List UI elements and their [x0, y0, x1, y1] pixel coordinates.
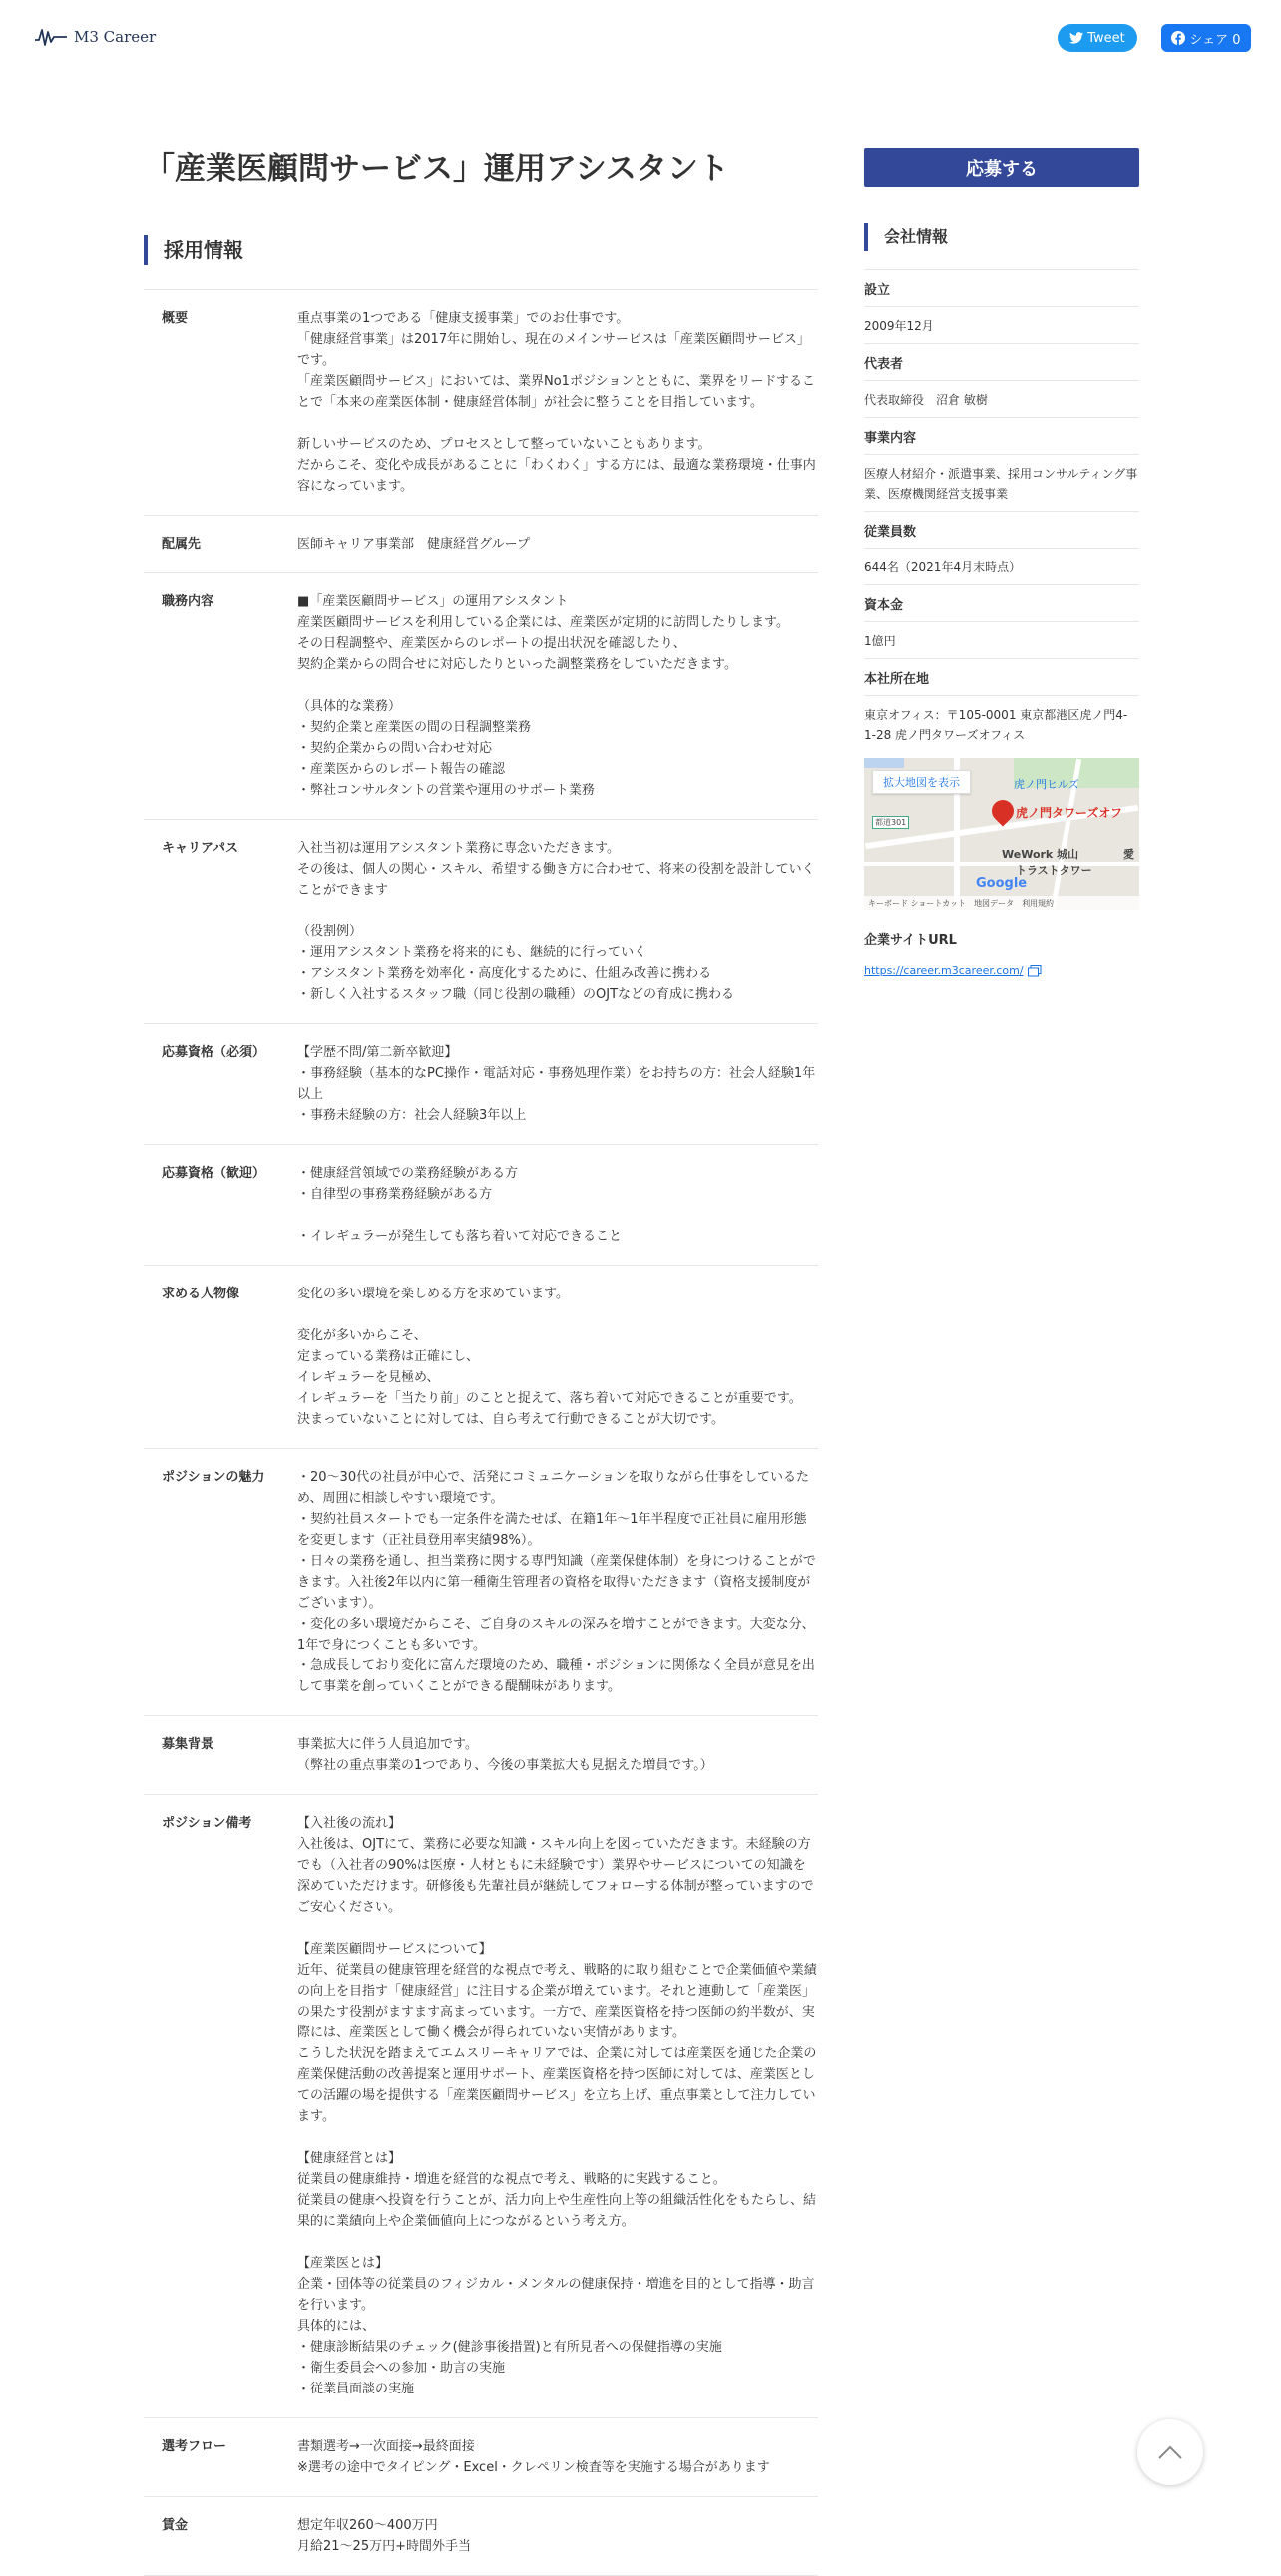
company-info-item — [864, 585, 1139, 659]
table-row — [144, 820, 818, 1024]
row-body: 想定年収260〜400万円 月給21〜25万円+時間外手当 — [297, 2518, 471, 2554]
map-pin-label: 虎ノ門タワーズオフ — [1016, 806, 1123, 820]
company-info-list — [864, 269, 1139, 752]
row-body: ・健康経営領域での業務経験がある方 ・自律型の事務業務経験がある方 ・イレギュラーが発生しても落ち着いて対応できること — [297, 1166, 623, 1244]
keyboard-shortcuts-link[interactable]: キーボード ショートカット — [868, 898, 967, 908]
company-info-item — [864, 659, 1139, 752]
row-label: 募集背景 — [162, 1737, 214, 1752]
job-title: 「産業医顧問サービス」運用アシスタント — [144, 151, 729, 186]
external-link-icon — [1028, 965, 1042, 977]
table-row — [144, 1266, 818, 1449]
map-data-label: 地図データ — [974, 898, 1015, 908]
twitter-icon — [1069, 32, 1083, 44]
info-key: 従業員数 — [864, 512, 1139, 549]
map-road — [864, 862, 1139, 866]
scroll-top-button[interactable] — [1137, 2419, 1203, 2485]
info-value: 1億円 — [864, 622, 1139, 659]
info-value: 代表取締役 沼倉 敏樹 — [864, 381, 1139, 418]
job-info-table — [144, 289, 818, 2576]
main-content — [144, 148, 818, 2576]
info-key: 事業内容 — [864, 418, 1139, 455]
row-body: 【入社後の流れ】 入社後は、OJTにて、業務に必要な知識・スキル向上を図っていただきます。未経験の方でも（入社者の90%は医療・人材ともに未経験です）業界やサービスについての知識を深めていただけます。研修後も先輩社員が継続してフォローする体制が整っていますのでご安心ください。 【産業医顧問サービスについて】 近年、従業員の健康管理を経営的な視点で考え、戦略的に取り組むことで企業価値や業績の向上を目指す「健康経営」に注目する企業が増えています。それと連動して「産業医」の果たす役割がますます高まっています。一方で、産業医資格を持つ医師の約半数が、実際には、産業医として働く機会が得られていない実情があります。 こうした状況を踏まえてエムスリーキャリアでは、企業に対しては産業医を通じた企業の産業保健活動の改善提案と運用サポート、産業医資格を持つ医師に対しては、産業医としての活躍の場を提供する「産業医顧問サービス」を立ち上げ、重点事業として注力しています。 【健康経営とは】 従業員の健康維持・増進を経営的な視点で考え、戦略的に実践すること。 従業員の健康へ投資を行うことが、活力向上や生産性向上等の組織活性化をもたらし、結果的に業績向上や企業価値向上につながるという考え方。 【産業医とは】 企業・団体等の従業員のフィジカル・メンタルの健康保持・増進を目的として指導・助言を行います。 具体的には、 ・健康診断結果のチェック(健診事後措置)と有所見者への保健指導の実施 ・衛生委員会への参加・助言の実施 ・従業員面談の実施 — [297, 1816, 817, 2396]
info-key: 本社所在地 — [864, 659, 1139, 696]
info-value: 644名（2021年4月末時点） — [864, 549, 1139, 585]
row-label: 応募資格（歓迎） — [162, 1166, 266, 1181]
logo[interactable] — [34, 26, 156, 48]
info-key: 設立 — [864, 270, 1139, 307]
tweet-button[interactable] — [1058, 24, 1137, 52]
tweet-label: Tweet — [1087, 30, 1125, 46]
table-row — [144, 573, 818, 820]
company-url-link[interactable] — [864, 964, 1139, 977]
map-terms-link[interactable]: 利用規約 — [1022, 898, 1055, 908]
company-info-item — [864, 512, 1139, 585]
facebook-icon — [1171, 31, 1185, 45]
chevron-up-icon — [1157, 2444, 1183, 2460]
row-body: 重点事業の1つである「健康支援事業」でのお仕事です。 「健康経営事業」は2017年に開始し、現在のメインサービスは「産業医顧問サービス」です。 「産業医顧問サービス」においては、業界No1ポジションとともに、業界をリードすることで「本来の産業医体制・健康経営体制」が社会に整うことを目指しています。 新しいサービスのため、プロセスとして整っていないこともあります。 だからこそ、変化や成長があることに「わくわく」する方には、最適な業務環境・仕事内容になっています。 — [297, 311, 816, 494]
info-key: 資本金 — [864, 585, 1139, 622]
map-place-hills: 虎ノ門ヒルズ — [1014, 778, 1079, 791]
row-body: 変化の多い環境を楽しめる方を求めています。 変化が多いからこそ、 定まっている業務は正確にし、 イレギュラーを見極め、 イレギュラーを「当たり前」のことと捉えて、落ち着いて対応できることが重要です。 決まっていないことに対しては、自ら考えて行動できることが大切です。 — [297, 1287, 802, 1427]
row-label: ポジション備考 — [162, 1816, 252, 1831]
logo-text: M3 Career — [74, 28, 157, 46]
info-value: 東京オフィス：〒105-0001 東京都港区虎ノ門4-1-28 虎ノ門タワーズオフィス — [864, 708, 1128, 742]
row-label: 概要 — [162, 311, 189, 326]
top-bar — [0, 0, 1281, 84]
table-row — [144, 290, 818, 516]
table-row — [144, 516, 818, 573]
row-label: 応募資格（必須） — [162, 1045, 266, 1060]
apply-button[interactable]: 応募する — [864, 148, 1139, 187]
info-key: 代表者 — [864, 344, 1139, 381]
sidebar — [864, 148, 1139, 977]
table-row — [144, 1795, 818, 2418]
row-body: 入社当初は運用アシスタント業務に専念いただきます。 その後は、個人の関心・スキル、希望する働き方に合わせて、将来の役割を設計していくことができます （役割例） ・運用アシスタント業務を将来的にも、継続的に行っていく ・アシスタント業務を効率化・高度化するために、仕組み改善に携わる ・新しく入社するスタッフ職（同じ役割の職種）のOJTなどの育成に携わる — [297, 841, 815, 1002]
company-info-item — [864, 418, 1139, 512]
row-body: 医師キャリア事業部 健康経営グループ — [297, 537, 530, 552]
table-row — [144, 2418, 818, 2497]
table-row — [144, 1449, 818, 1716]
row-body: ・20〜30代の社員が中心で、活発にコミュニケーションを取りながら仕事をしているため、周囲に相談しやすい環境です。 ・契約社員スタートでも一定条件を満たせば、在籍1年〜1年半程度で正社員に雇用形態を変更します（正社員登用率実績98%）。 ・日々の業務を通し、担当業務に関する専門知識（産業保健体制）を身につけることができます。入社後2年以内に第一種衛生管理者の資格を取得いただきます（資格支援制度がございます）。 ・変化の多い環境だからこそ、ご自身のスキルの深みを増すことができます。大変な分、1年で身につくことも多いです。 ・急成長しており変化に富んだ環境のため、職種・ポジションに関係なく全員が意見を出して事業を創っていくことができる醍醐味があります。 — [297, 1470, 816, 1694]
row-label: 配属先 — [162, 537, 202, 552]
table-row — [144, 2497, 818, 2576]
info-value: 医療人材紹介・派遣事業、採用コンサルティング事業、医療機関経営支援事業 — [864, 455, 1139, 512]
row-body: ■「産業医顧問サービス」の運用アシスタント 産業医顧問サービスを利用している企業には、産業医が定期的に訪問したりします。 その日程調整や、産業医からのレポートの提出状況を確認したり、 契約企業からの問合せに対応したりといった調整業務をしていただきます。 （具体的な業務） ・契約企業と産業医の間の日程調整業務 ・契約企業からの問い合わせ対応 ・産業医からのレポート報告の確認 ・弊社コンサルタントの営業や運用のサポート業務 — [297, 594, 789, 798]
map-place-trust: トラストタワー — [1016, 864, 1092, 877]
section-heading: 採用情報 — [144, 235, 818, 265]
row-body: 事業拡大に伴う人員追加です。 （弊社の重点事業の1つであり、今後の事業拡大も見据えた増員です。） — [297, 1737, 713, 1773]
info-value: 2009年12月 — [864, 307, 1139, 344]
row-body: 【学歴不問/第二新卒歓迎】 ・事務経験（基本的なPC操作・電話対応・事務処理作業）をお持ちの方：社会人経験1年以上 ・事務未経験の方：社会人経験3年以上 — [297, 1045, 816, 1123]
google-logo: Google — [976, 876, 1028, 891]
table-row — [144, 1145, 818, 1266]
row-label: 求める人物像 — [162, 1287, 240, 1301]
office-map[interactable] — [864, 758, 1139, 910]
table-row — [144, 1716, 818, 1795]
row-label: ポジションの魅力 — [162, 1470, 265, 1485]
enlarge-map-link[interactable]: 拡大地図を表示 — [872, 770, 971, 794]
facebook-share-button[interactable] — [1161, 24, 1251, 52]
map-water — [864, 758, 904, 768]
map-place-wework: WeWork 城山 — [1002, 848, 1079, 861]
map-road-badge: 都道301 — [872, 816, 909, 829]
table-row — [144, 1024, 818, 1145]
company-url-label: 企業サイトURL — [864, 933, 957, 948]
row-label: 選考フロー — [162, 2439, 227, 2454]
map-attribution — [864, 896, 1139, 910]
row-label: 賃金 — [162, 2518, 189, 2533]
company-info-item — [864, 344, 1139, 418]
map-place-ai: 愛 — [1123, 848, 1134, 861]
row-body: 書類選考→一次面接→最終面接 ※選考の途中でタイピング・Excel・クレペリン検査等を実施する場合があります — [297, 2439, 770, 2475]
company-url-text: https://career.m3career.com/ — [864, 964, 1024, 977]
row-label: 職務内容 — [162, 594, 214, 609]
company-info-item — [864, 270, 1139, 344]
m3-logo-icon — [34, 26, 68, 48]
company-info-heading: 会社情報 — [864, 223, 1139, 251]
row-label: キャリアパス — [162, 841, 238, 856]
share-label: シェア 0 — [1189, 32, 1241, 48]
